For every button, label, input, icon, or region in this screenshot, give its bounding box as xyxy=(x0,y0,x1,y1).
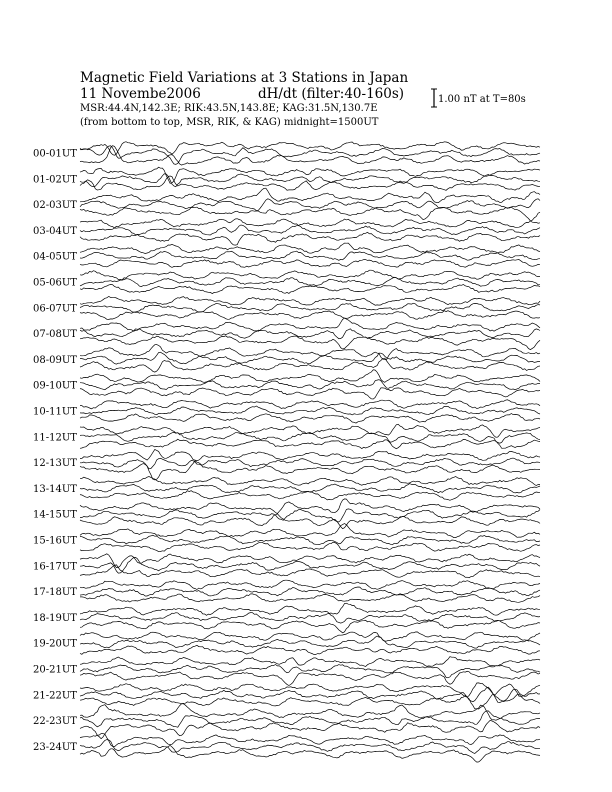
trace-msr xyxy=(80,745,540,762)
trace-kag xyxy=(80,603,540,615)
row-label: 17-18UT xyxy=(33,587,77,599)
row-label: 03-04UT xyxy=(33,225,77,237)
trace-kag xyxy=(80,734,540,747)
trace-rik xyxy=(80,380,540,390)
row-label: 16-17UT xyxy=(33,561,77,573)
row-label: 01-02UT xyxy=(33,174,77,186)
trace-kag xyxy=(80,449,540,460)
row-label: 15-16UT xyxy=(33,535,77,547)
trace-rik xyxy=(80,535,540,545)
trace-rik xyxy=(80,225,540,235)
trace-kag xyxy=(80,554,540,568)
trace-rik xyxy=(80,199,540,211)
trace-kag xyxy=(80,142,540,156)
trace-rik xyxy=(80,277,540,286)
trace-kag xyxy=(80,370,540,383)
trace-msr xyxy=(80,285,540,294)
trace-msr xyxy=(80,176,540,190)
trace-kag xyxy=(80,400,540,409)
scale-label: 1.00 nT at T=80s xyxy=(438,94,526,105)
row-label: 00-01UT xyxy=(33,148,77,160)
chart-title: Magnetic Field Variations at 3 Stations in Japan xyxy=(80,70,409,86)
trace-msr xyxy=(80,620,540,633)
trace-rik xyxy=(80,687,540,702)
trace-msr xyxy=(80,671,540,685)
trace-msr xyxy=(80,461,540,480)
trace-rik xyxy=(80,636,540,648)
row-label: 23-24UT xyxy=(33,741,77,753)
row-label: 22-23UT xyxy=(33,716,77,728)
trace-rik xyxy=(80,329,540,339)
trace-msr xyxy=(80,565,540,578)
row-label: 10-11UT xyxy=(33,406,77,418)
row-label: 02-03UT xyxy=(33,200,77,212)
trace-kag xyxy=(80,657,540,667)
row-label: 05-06UT xyxy=(33,277,77,289)
trace-rik xyxy=(80,613,540,624)
row-label: 18-19UT xyxy=(33,612,77,624)
trace-kag xyxy=(80,318,540,331)
row-label: 19-20UT xyxy=(33,638,77,650)
trace-rik xyxy=(80,146,540,165)
trace-kag xyxy=(80,219,540,228)
trace-msr xyxy=(80,720,540,738)
row-label: 13-14UT xyxy=(33,483,77,495)
trace-msr xyxy=(80,232,540,245)
chart-quantity: dH/dt (filter:40-160s) xyxy=(258,86,405,102)
row-label: 20-21UT xyxy=(33,664,77,676)
trace-kag xyxy=(80,424,540,437)
row-label: 11-12UT xyxy=(33,432,77,444)
trace-msr xyxy=(80,694,540,709)
trace-msr xyxy=(80,439,540,449)
trace-msr xyxy=(80,207,540,221)
row-label: 12-13UT xyxy=(33,458,77,470)
trace-msr xyxy=(80,414,540,424)
trace-rik xyxy=(80,484,540,493)
trace-kag xyxy=(80,580,540,589)
chart-date: 11 Novembe2006 xyxy=(80,86,201,102)
row-label: 14-15UT xyxy=(33,509,77,521)
trace-kag xyxy=(80,477,540,486)
trace-kag xyxy=(80,296,540,305)
row-label: 07-08UT xyxy=(33,329,77,341)
row-label: 08-09UT xyxy=(33,354,77,366)
trace-kag xyxy=(80,167,540,183)
trace-kag xyxy=(80,524,540,538)
trace-msr xyxy=(80,491,540,501)
trace-rik xyxy=(80,432,540,443)
trace-msr xyxy=(80,146,540,165)
trace-rik xyxy=(80,352,540,364)
trace-msr xyxy=(80,311,540,320)
trace-msr xyxy=(80,388,540,399)
station-coordinates: MSR:44.4N,142.3E; RIK:43.5N,143.8E; KAG:31.5N,130.7E xyxy=(80,103,378,114)
row-label: 21-22UT xyxy=(33,690,77,702)
trace-msr xyxy=(80,336,540,350)
trace-rik xyxy=(80,406,540,415)
trace-kag xyxy=(80,270,540,280)
trace-kag xyxy=(80,499,540,514)
row-label: 04-05UT xyxy=(33,251,77,263)
trace-kag xyxy=(80,345,540,360)
trace-kag xyxy=(80,704,540,721)
trace-msr xyxy=(80,542,540,552)
trace-rik xyxy=(80,458,540,469)
trace-kag xyxy=(80,243,540,253)
trace-msr xyxy=(80,260,540,268)
row-label: 06-07UT xyxy=(33,303,77,315)
trace-msr xyxy=(80,358,540,372)
row-label: 09-10UT xyxy=(33,380,77,392)
trace-rik xyxy=(80,665,540,678)
stacking-note: (from bottom to top, MSR, RIK, & KAG) midnight=1500UT xyxy=(80,117,379,128)
trace-kag xyxy=(80,632,540,641)
